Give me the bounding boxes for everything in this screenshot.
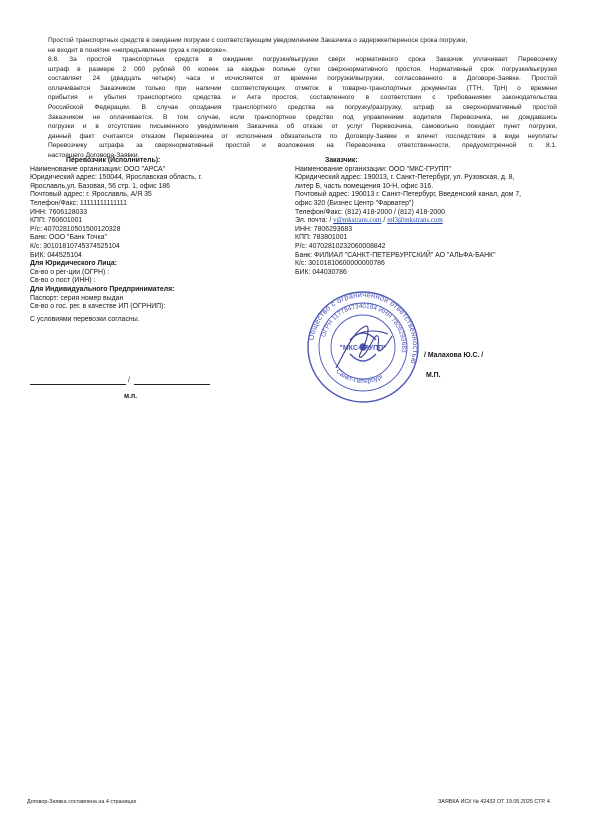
clause-line: штраф в размере 2 000 рублей 00 копеек за каждые полные сутки сверхнормативного простоя. Нормативный срок погрузки/выгрузки xyxy=(48,65,557,73)
customer-signer: / Малахова Ю.С. / xyxy=(424,352,484,359)
carrier-signature-line xyxy=(30,384,126,385)
intro-paragraph xyxy=(48,36,557,55)
carrier-signature-separator: / xyxy=(128,377,130,384)
email-separator: / xyxy=(383,217,386,225)
clause-line: Заказчиком не оплачивается. В том случае, если транспортное средство под управлением водителя Перевозчика, не дождавшись xyxy=(48,113,557,121)
clause-line: Российской Федерации. В случае опоздания транспортного средства на погрузку/разгрузку, штраф за сверхнормативный простой xyxy=(48,103,557,111)
carrier-block xyxy=(30,157,270,324)
legal-entity-line: Св-во о пост (ИНН) : xyxy=(30,277,96,285)
ip-line: Паспорт: серия номер выдан xyxy=(30,294,124,302)
customer-mp-label: М.П. xyxy=(426,372,441,379)
customer-line: Банк: ФИЛИАЛ "САНКТ-ПЕТЕРБУРГСКИЙ" АО "АЛЬФА-БАНК" xyxy=(295,251,496,259)
intro-line: не входит в понятие «непредъявление груза к перевозке». xyxy=(48,46,228,54)
customer-line: литер Б, часть помещения 10-Н, офис 316. xyxy=(295,182,434,190)
customer-line: БИК: 044030786 xyxy=(295,268,347,276)
carrier-mp-label: м.п. xyxy=(124,393,138,400)
customer-heading: Заказчик: xyxy=(325,157,358,164)
email-link-2[interactable]: ml3@mkstrans.com xyxy=(387,217,443,225)
stamp-inn-text: ОГРН 1177847340184 ИНН 7806293683 xyxy=(320,302,408,353)
carrier-line: Р/с: 40702810501500120328 xyxy=(30,225,121,233)
carrier-line: КПП: 760601001 xyxy=(30,217,83,225)
carrier-line: Ярославль,ул. Базовая, 56 стр. 1, офис 186 xyxy=(30,182,170,190)
customer-block xyxy=(295,157,575,277)
email-link-1[interactable]: v@mkstrans.com xyxy=(333,217,382,225)
clause-line: данный факт считается отказом Перевозчика от исполнения обязательств по Договору-Заявке и влечет последствия в виде неуплаты xyxy=(48,132,557,140)
carrier-line: БИК: 044525104 xyxy=(30,251,82,259)
carrier-line: К/с: 30101810745374525104 xyxy=(30,242,120,250)
stamp-center-text: "МКС-ГРУПП" xyxy=(339,345,387,352)
carrier-heading: Перевозчик (Исполнитель): xyxy=(66,157,161,164)
agreement-text: С условиями перевозки согласны. xyxy=(30,315,140,323)
carrier-line: Почтовый адрес: г. Ярославль, А/Я 35 xyxy=(30,191,152,199)
intro-line: Простой транспортных средств в ожидании погрузки с соответствующим уведомлением Заказчика о задержке/переносе срока погрузки, xyxy=(48,37,468,44)
clause-line: оплачивается Заказчиком только при наличии соответствующих отметок в товарно-транспортных документах (ТТН, ТрН) о времени xyxy=(48,84,557,92)
clause-line: настоящего Договора-Заявки. xyxy=(48,151,140,159)
clause-line: Перевозчику штрафа за сверхнормативный простой и возложения на Перевозчика ответственности, предусмотренной п. 8.1. xyxy=(48,142,557,150)
clause-line: 8.8. За простой транспортных средств в ожидании погрузки/выгрузки сверх нормативного срока Заказчик уплачивает Перевозчику xyxy=(48,56,557,63)
customer-line: ИНН: 7806293683 xyxy=(295,225,353,233)
legal-entity-heading: Для Юридического Лица: xyxy=(30,260,117,268)
customer-line: Телефон/Факс: (812) 418-2000 / (812) 418-2000 xyxy=(295,208,445,216)
clause-line: погрузки и в отсутствие письменного уведомления Заказчика об отказе от услуг Перевозчика, самовольно покидает пункт погрузки, xyxy=(48,123,557,131)
customer-line: офис 320 (Бизнес Центр "Фарватер") xyxy=(295,199,414,207)
clause-line: прибытия и убытия транспортного средства и Акта простоя, составленного в соответствии с требованиями законодательства xyxy=(48,94,557,102)
company-stamp xyxy=(306,290,420,404)
customer-line: Р/с: 40702810232060008842 xyxy=(295,242,386,250)
ip-heading: Для Индивидуального Предпринимателя: xyxy=(30,285,175,293)
stamp-outer-text: Общество с ограниченной ответственностью xyxy=(306,290,420,365)
stamp-city-text: Санкт-Петербург xyxy=(334,368,385,386)
clause-line: составляет 24 (двадцать четыре) часа и исчисляется от времени погрузки/выгрузки, согласованного в Договоре-Заявке. Простой xyxy=(48,75,557,83)
email-label: Эл. почта: / xyxy=(295,217,332,225)
customer-email-row xyxy=(295,217,575,226)
carrier-name-line xyxy=(134,384,210,385)
carrier-line: Юридический адрес: 150044, Ярославская область, г. xyxy=(30,174,203,182)
ip-line: Св-во о гос. рег. в качестве ИП (ОГРНИП): xyxy=(30,303,166,311)
legal-entity-line: Св-во о рег-ции (ОГРН) : xyxy=(30,268,110,276)
customer-line: Почтовый адрес: 190013 г. Санкт-Петербург, Введенский канал, дом 7, xyxy=(295,191,522,199)
clause-8-8 xyxy=(48,55,557,161)
carrier-line: Наименование организации: ООО "АРСА" xyxy=(30,165,166,173)
carrier-line: ИНН: 7606128033 xyxy=(30,208,88,216)
customer-line: КПП: 783801001 xyxy=(295,234,348,242)
customer-line: К/с: 30101810600000000786 xyxy=(295,260,385,268)
customer-line: Юридический адрес: 190013, г. Санкт-Петербург, ул. Рузовская, д. 8, xyxy=(295,174,515,182)
customer-line: Наименование организации: ООО "МКС-ГРУПП" xyxy=(295,165,451,173)
footer-left: Договор-Заявка составлена на 4 страницах xyxy=(27,799,137,805)
carrier-line: Банк: ООО "Банк Точка" xyxy=(30,234,107,242)
carrier-line: Телефон/Факс: 11111111111111 xyxy=(30,199,127,207)
footer-right: ЗАЯВКА ИСХ № 42432 ОТ 19.05.2025 СТР. 4 xyxy=(438,799,550,805)
